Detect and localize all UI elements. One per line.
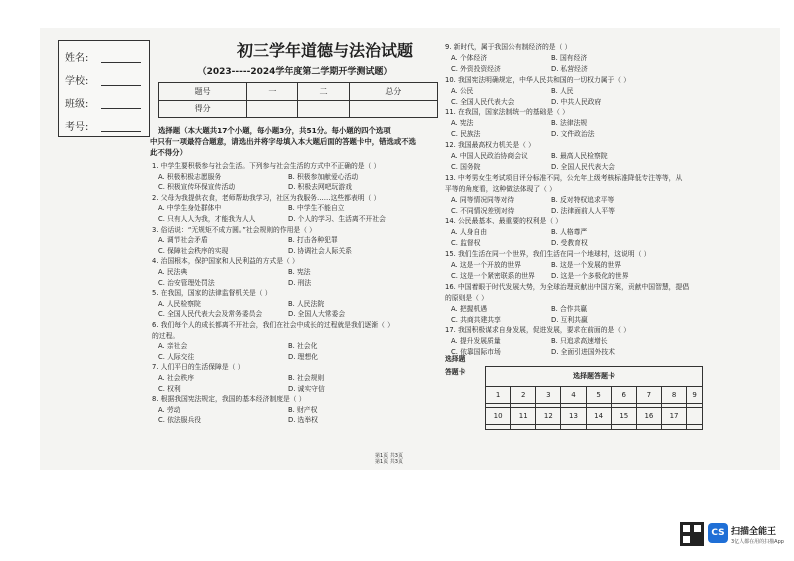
answer-option: B. 只追求高速增长 xyxy=(551,337,608,346)
question-stem: 6. 我们每个人的成长都离不开社会，我们在社会中成长的过程就是我们逐渐（ ） xyxy=(152,321,394,329)
answer-cell[interactable] xyxy=(636,425,661,430)
answer-option: D. 协调社会人际关系 xyxy=(288,246,352,255)
answer-option: D. 全面引进国外技术 xyxy=(551,348,615,357)
answer-card-number: 4 xyxy=(561,386,586,403)
answer-card-number xyxy=(687,408,703,425)
score-cell xyxy=(349,100,437,118)
answer-cell[interactable] xyxy=(661,425,686,430)
instructions-line: 此不得分） xyxy=(150,148,187,157)
answer-card-blank-row xyxy=(486,425,703,430)
answer-option: A. 人民检察院 xyxy=(158,299,201,308)
question-stem: 8. 根据我国宪法规定，我国的基本经济制度是（ ） xyxy=(152,395,306,404)
answer-card-number: 7 xyxy=(636,386,661,403)
score-header-cell: 总分 xyxy=(349,83,437,101)
answer-option: A. 积极积极志愿服务 xyxy=(158,172,222,181)
answer-cell[interactable] xyxy=(561,425,586,430)
question-stem: 13. 中考男女生考试项目评分标准不同，公允年上级考核标准降低专注等等，从 xyxy=(445,173,683,182)
question-stem: 10. 我国宪法明确规定，中华人民共和国的一切权力属于（ ） xyxy=(445,75,631,84)
exam-number-label: 考号: xyxy=(65,122,89,133)
answer-option: D. 这是一个多极化的世界 xyxy=(551,271,629,280)
answer-option: A. 公民 xyxy=(451,86,474,95)
question-stem: 15. 我们生活在同一个世界，我们生活在同一个地球村，这说明（ ） xyxy=(445,250,651,259)
score-row-label: 得分 xyxy=(159,100,247,118)
answer-option: D. 互利共赢 xyxy=(551,315,588,324)
section-label: 选择题 xyxy=(445,355,466,363)
question-stem: 7. 人们平日的生活保障是（ ） xyxy=(152,363,245,372)
score-table xyxy=(158,82,438,118)
instructions-line: 中只有一项最符合题意，请选出并将字母填入本大题后面的答题卡中，错选或不选 xyxy=(150,137,417,146)
answer-option: C. 监督权 xyxy=(451,239,481,248)
question-stem: 平等的角度看，这种做法体现了（ ） xyxy=(445,184,556,193)
answer-option: B. 积极参加献爱心活动 xyxy=(288,172,359,181)
answer-option: C. 只有人人为我，才能我为人人 xyxy=(158,215,256,223)
question-stem: 3. 俗话说：“无规矩不成方圆。”社会规则的作用是（ ） xyxy=(152,225,316,234)
answer-option: B. 社会规则 xyxy=(288,374,325,382)
answer-cell[interactable] xyxy=(536,425,561,430)
answer-option: B. 合作共赢 xyxy=(551,304,588,313)
answer-option: D. 个人的学习、生活离不开社会 xyxy=(288,215,386,223)
answer-option: C. 共商共建共享 xyxy=(451,315,501,324)
answer-card-number: 3 xyxy=(536,386,561,403)
answer-option: A. 个体经济 xyxy=(451,53,488,62)
answer-option: D. 全国人民代表大会 xyxy=(551,162,615,171)
question-stem: 5. 在我国，国家的法律监督机关是（ ） xyxy=(152,289,272,298)
question-stem: 4. 治国根本，保护国家和人民利益的方式是（ ） xyxy=(152,257,299,266)
answer-option: A. 劳动 xyxy=(158,405,181,414)
answer-option: C. 依法服兵役 xyxy=(158,416,202,425)
answer-card-number: 2 xyxy=(511,386,536,403)
qr-code-icon xyxy=(680,522,704,546)
question-stem: 12. 我国最高权力机关是（ ） xyxy=(445,141,535,150)
answer-option: D. 刑法 xyxy=(288,278,312,287)
page-title: 初三学年道德与法治试题 xyxy=(236,41,413,60)
answer-option: B. 打击各种犯罪 xyxy=(288,236,338,245)
answer-option: C. 治安管理处罚法 xyxy=(158,278,215,287)
answer-option: D. 中共人民政府 xyxy=(551,97,602,106)
question-stem: 9. 新时代，属于我国公有制经济的是（ ） xyxy=(445,43,572,51)
answer-option: B. 财产权 xyxy=(288,405,318,414)
answer-option: D. 积极去网吧玩游戏 xyxy=(288,183,352,192)
answer-cell[interactable] xyxy=(687,425,703,430)
answer-option: B. 反对特权追求平等 xyxy=(551,195,615,204)
answer-option: A. 民法典 xyxy=(158,268,188,276)
answer-option: D. 选举权 xyxy=(288,416,318,425)
answer-card-number: 5 xyxy=(586,386,611,403)
answer-card-number: 13 xyxy=(561,408,586,425)
answer-option: A. 把握机遇 xyxy=(451,304,488,313)
answer-option: D. 全国人大常委会 xyxy=(288,310,346,319)
answer-option: B. 宪法 xyxy=(288,268,311,276)
answer-option: D. 文件政治法 xyxy=(551,130,595,139)
school-line xyxy=(101,84,141,86)
school-label: 学校: xyxy=(65,76,89,87)
answer-card-number: 11 xyxy=(511,408,536,425)
answer-option: C. 外资投资经济 xyxy=(451,64,501,73)
answer-option: B. 人民法院 xyxy=(288,299,325,308)
answer-option: A. 亲社会 xyxy=(158,342,188,351)
answer-option: A. 调节社会矛盾 xyxy=(158,236,208,245)
question-stem: 11. 在我国，国家法制统一的基础是（ ） xyxy=(445,108,569,117)
answer-card-number: 16 xyxy=(636,408,661,425)
name-line xyxy=(101,61,141,63)
answer-option: B. 中学生不能自立 xyxy=(288,204,345,213)
page-subtitle: （2023-----2024学年度第二学期开学测试题） xyxy=(197,67,393,77)
answer-option: D. 受教育权 xyxy=(551,239,588,248)
question-stem: 的原则是（ ） xyxy=(445,293,488,302)
question-stem: 的过程。 xyxy=(152,331,180,340)
answer-option: C. 不同情况差别对待 xyxy=(451,206,515,215)
answer-option: B. 法律法规 xyxy=(551,119,588,128)
answer-option: C. 依靠国际市场 xyxy=(451,348,501,357)
answer-card-number: 12 xyxy=(536,408,561,425)
answer-option: C. 人际交往 xyxy=(158,352,195,361)
answer-card-number-row xyxy=(486,386,703,403)
answer-option: D. 私营经济 xyxy=(551,64,588,73)
score-cell xyxy=(247,100,298,118)
page-number-ghost: 第1页 共3页 xyxy=(375,459,403,465)
class-line xyxy=(101,107,141,109)
answer-option: A. 提升发展质量 xyxy=(451,337,501,346)
answer-card-number: 1 xyxy=(486,386,511,403)
score-header-cell: 题号 xyxy=(159,83,247,101)
student-info-box xyxy=(58,40,150,137)
answer-option: D. 法律面前人人平等 xyxy=(551,206,615,215)
answer-option: A. 宪法 xyxy=(451,119,474,128)
answer-card-number: 9 xyxy=(687,386,703,403)
answer-option: C. 全国人民代表大会 xyxy=(451,97,515,106)
answer-option: A. 人身自由 xyxy=(451,228,488,237)
answer-option: B. 最高人民检察院 xyxy=(551,152,608,160)
question-stem: 14. 公民最基本、最重要的权利是（ ） xyxy=(445,217,563,226)
card-label: 答题卡 xyxy=(445,368,466,376)
answer-cell[interactable] xyxy=(486,425,511,430)
score-cell xyxy=(298,100,349,118)
answer-option: B. 人民 xyxy=(551,86,574,95)
answer-option: A. 中学生身处群体中 xyxy=(158,204,222,213)
question-stem: 2. 父母为我提供衣食，老师帮助我学习，社区为我服务……这些都表明（ ） xyxy=(152,193,381,202)
answer-option: A. 中国人民政治协商会议 xyxy=(451,152,528,160)
answer-card-number: 8 xyxy=(661,386,686,403)
app-tagline: 3亿人都在用的扫描App xyxy=(731,539,784,545)
instructions-line: 选择题（本大题共17个小题，每小题3分，共51分。每小题的四个选项 xyxy=(158,126,391,135)
answer-card-number: 10 xyxy=(486,408,511,425)
answer-option: C. 民族法 xyxy=(451,130,481,139)
answer-option: C. 国务院 xyxy=(451,162,481,171)
answer-card-number: 15 xyxy=(611,408,636,425)
answer-option: B. 人格尊严 xyxy=(551,228,588,237)
page-number: 第1页 共3页 xyxy=(375,453,403,459)
answer-option: C. 这是一个紧密联系的世界 xyxy=(451,271,535,280)
camscanner-logo-icon: CS xyxy=(708,523,728,543)
answer-option: D. 理想化 xyxy=(288,352,318,361)
app-name: 扫描全能王 xyxy=(731,527,777,537)
answer-option: B. 国有经济 xyxy=(551,53,588,62)
question-stem: 1. 中学生要积极参与社会生活。下列参与社会生活的方式中不正确的是（ ） xyxy=(152,162,381,170)
answer-option: D. 诚实守信 xyxy=(288,384,325,393)
answer-card-number: 14 xyxy=(586,408,611,425)
class-label: 班级: xyxy=(65,99,89,110)
answer-cell[interactable] xyxy=(511,425,536,430)
answer-card-title: 选择题答题卡 xyxy=(486,367,703,387)
score-header-cell: 二 xyxy=(298,83,349,101)
answer-option: A. 这是一个开放的世界 xyxy=(451,261,522,269)
answer-option: A. 社会秩序 xyxy=(158,374,195,382)
answer-option: C. 权利 xyxy=(158,384,181,393)
answer-option: C. 积极宣传环保宣传活动 xyxy=(158,183,236,192)
answer-option: C. 保障社会秩序的实现 xyxy=(158,246,229,255)
exam-number-line xyxy=(101,130,141,132)
name-label: 姓名: xyxy=(65,53,89,64)
answer-card-number-row xyxy=(486,408,703,425)
answer-card-number: 17 xyxy=(661,408,686,425)
answer-option: B. 这是一个发展的世界 xyxy=(551,261,622,269)
answer-option: C. 全国人民代表大会及常务委员会 xyxy=(158,310,263,319)
answer-option: A. 同等情况同等对待 xyxy=(451,195,515,204)
question-stem: 17. 我国积极谋求自身发展，促进发展，要求在前面的是（ ） xyxy=(445,326,631,335)
score-header-cell: 一 xyxy=(247,83,298,101)
answer-card-table xyxy=(485,366,703,430)
answer-option: B. 社会化 xyxy=(288,342,318,351)
answer-card-number: 6 xyxy=(611,386,636,403)
question-stem: 16. 中国着眼于时代发展大势，为全球治理贡献出中国方案，贡献中国智慧，提倡 xyxy=(445,282,690,291)
answer-cell[interactable] xyxy=(611,425,636,430)
answer-cell[interactable] xyxy=(586,425,611,430)
